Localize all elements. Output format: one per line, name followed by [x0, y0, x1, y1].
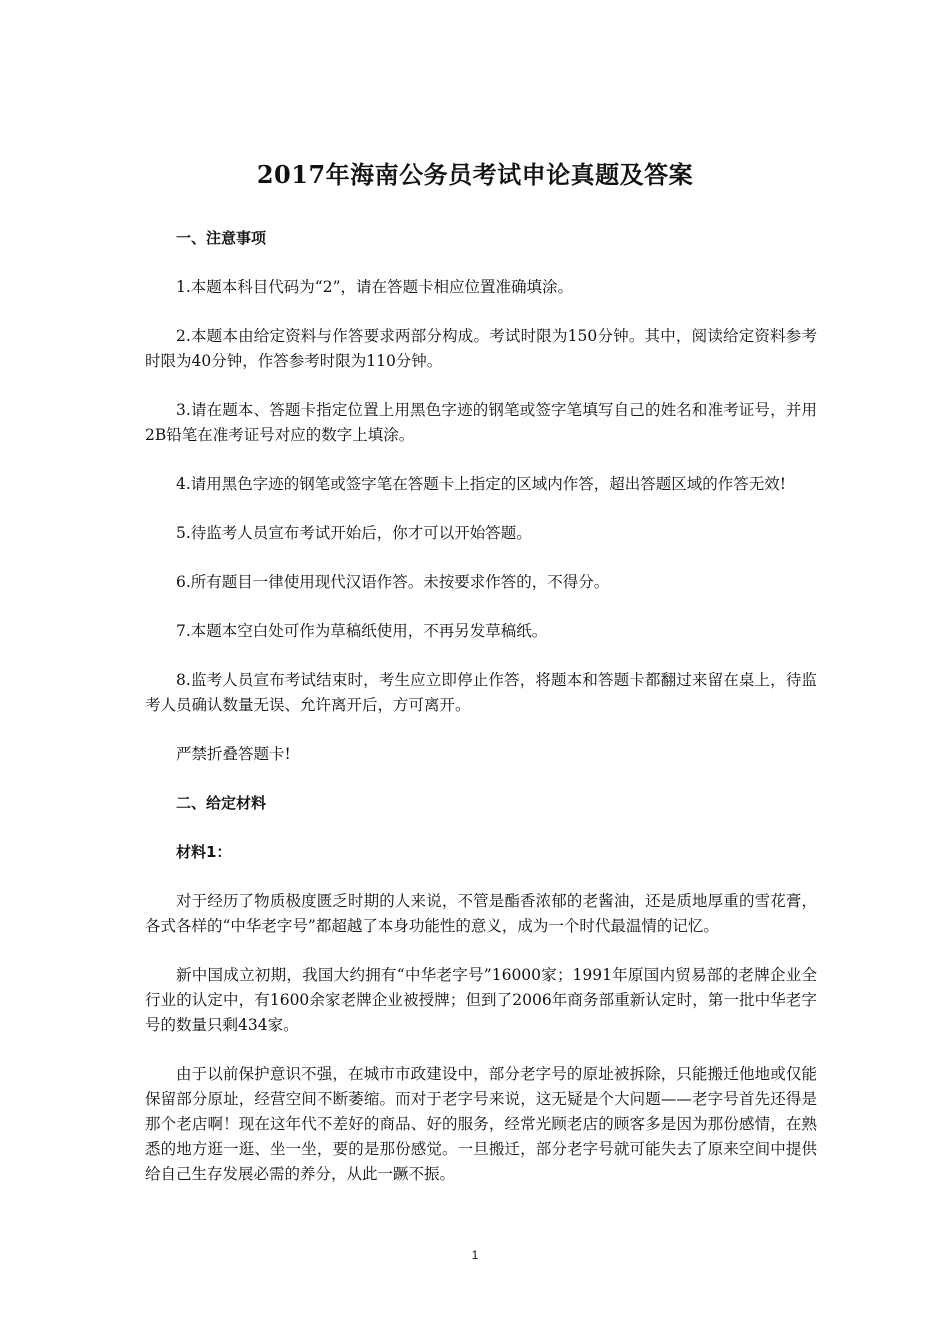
- note-item: 5.待监考人员宣布考试开始后，你才可以开始答题。: [176, 524, 532, 542]
- page-number: 1: [471, 1248, 479, 1262]
- section-heading-materials: 二、给定材料: [176, 794, 267, 812]
- note-item: 4.请用黑色字迹的钢笔或签字笔在答题卡上指定的区域内作答，超出答题区域的作答无效!: [176, 475, 787, 493]
- material-paragraph: 对于经历了物质极度匮乏时期的人来说，不管是酯香浓郁的老酱油，还是质地厚重的雪花膏，各式各样的“中华老字号”都超越了本身功能性的意义，成为一个时代最温情的记忆。: [145, 892, 817, 935]
- note-item: 8.监考人员宣布考试结束时，考生应立即停止作答，将题本和答题卡都翻过来留在桌上，待监考人员确认数量无误、允许离开后，方可离开。: [145, 671, 817, 714]
- document-body: [145, 226, 817, 1211]
- material-paragraph: 由于以前保护意识不强，在城市市政建设中，部分老字号的原址被拆除，只能搬迁他地或仅能保留部分原址，经营空间不断萎缩。而对于老字号来说，这无疑是个大问题——老字号首先还得是那个老店啊！现在这年代不差好的商品、好的服务，经常光顾老店的顾客多是因为那份感情，在熟悉的地方逛一逛、坐一坐，要的是那份感觉。一旦搬迁，部分老字号就可能失去了原来空间中提供给自己生存发展必需的养分，从此一蹶不振。: [145, 1065, 817, 1183]
- note-item: 2.本题本由给定资料与作答要求两部分构成。考试时限为150分钟。其中，阅读给定资料参考时限为40分钟，作答参考时限为110分钟。: [145, 327, 817, 370]
- note-warning: 严禁折叠答题卡!: [176, 745, 291, 763]
- section-heading-notes: 一、注意事项: [176, 229, 267, 247]
- note-item: 1.本题本科目代码为“2”，请在答题卡相应位置准确填涂。: [176, 278, 574, 296]
- document-title: 2017年海南公务员考试申论真题及答案: [256, 160, 694, 189]
- note-item: 7.本题本空白处可作为草稿纸使用，不再另发草稿纸。: [176, 622, 548, 640]
- material-heading: 材料1：: [176, 843, 232, 861]
- note-item: 3.请在题本、答题卡指定位置上用黑色字迹的钢笔或签字笔填写自己的姓名和准考证号，并用2B铅笔在准考证号对应的数字上填涂。: [145, 401, 817, 444]
- material-paragraph: 新中国成立初期，我国大约拥有“中华老字号”16000家；1991年原国内贸易部的老牌企业全行业的认定中，有1600余家老牌企业被授牌；但到了2006年商务部重新认定时，第一批中华老字号的数量只剩434家。: [145, 966, 817, 1034]
- note-item: 6.所有题目一律使用现代汉语作答。未按要求作答的，不得分。: [176, 573, 610, 591]
